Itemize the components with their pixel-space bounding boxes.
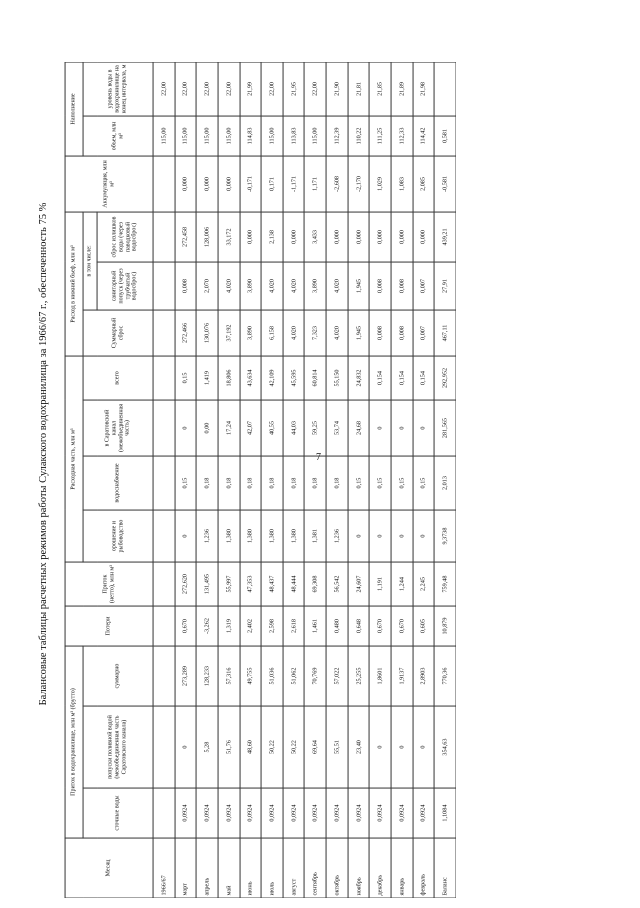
cell-losses: 0,605 [413,606,435,646]
cell-accum: 0,171 [261,156,283,212]
cell-cons-canal: 17,24 [218,400,240,456]
cell-runoff: 0,0924 [283,788,305,838]
cell-irr: 69,64 [305,706,327,788]
cell-dis-total: 130,076 [196,310,218,356]
cell-inflow-total: 70,769 [305,646,327,706]
cell-runoff: 0,0924 [261,788,283,838]
cell-month: январь [391,838,413,898]
cell-accum: 2,085 [413,156,435,212]
cell-losses: 1,461 [305,606,327,646]
cell-runoff: 0,0924 [305,788,327,838]
cell-inflow-total: 2,8903 [413,646,435,706]
cell-dis-spill [153,212,175,262]
cell-inflow-total: 57,316 [218,646,240,706]
cell-runoff: 0,0924 [369,788,391,838]
cell-cons-canal: 0 [413,400,435,456]
cell-dis-spill: 272,458 [175,212,197,262]
cell-cons-ws: 0,18 [261,456,283,510]
header-inflow-net: Приток (нетто), млн м³ [65,562,153,606]
cell-cons-total: 1,419 [196,356,218,400]
cell-losses: 0,670 [391,606,413,646]
cell-dis-san [153,262,175,310]
cell-dis-san: 0,008 [391,262,413,310]
cell-cons-irr: 0 [391,510,413,562]
cell-cons-total: 0,154 [391,356,413,400]
cell-cons-canal: 0 [175,400,197,456]
cell-irr: 0 [175,706,197,788]
cell-dis-san: 0,008 [175,262,197,310]
cell-month: май [218,838,240,898]
table-row [218,62,240,898]
header-cons-total: всего [83,356,153,400]
cell-month: декабрь [369,838,391,898]
cell-cons-irr: 0 [369,510,391,562]
cell-dis-spill: 3,433 [305,212,327,262]
cell-level: 22,00 [218,62,240,116]
header-inflow-runoff: сточные воды [83,788,153,838]
cell-dis-total: 3,890 [240,310,262,356]
cell-cons-ws: 0,15 [391,456,413,510]
cell-volume: 115,00 [218,116,240,156]
cell-runoff: 0,0924 [413,788,435,838]
cell-level: 21,81 [348,62,370,116]
cell-irr: 50,22 [261,706,283,788]
cell-losses: 0,670 [369,606,391,646]
table-row [391,62,413,898]
cell-cons-total: 43,634 [240,356,262,400]
cell-dis-san: 4,020 [218,262,240,310]
cell-irr: 0 [413,706,435,788]
cell-dis-total: 467,11 [434,310,456,356]
header-cons-water-supply: водоснабжение [83,456,153,510]
cell-irr: 23,40 [348,706,370,788]
table-row [240,62,262,898]
cell-runoff: 1,1084 [434,788,456,838]
cell-runoff: 0,0924 [326,788,348,838]
cell-cons-canal: 0 [391,400,413,456]
table-row [196,62,218,898]
cell-accum: -2,608 [326,156,348,212]
cell-inflow-total: 770,36 [434,646,456,706]
cell-cons-total: 45,595 [283,356,305,400]
cell-volume: 110,22 [348,116,370,156]
cell-inflow-net [153,562,175,606]
cell-dis-spill: 33,172 [218,212,240,262]
cell-losses: 1,319 [218,606,240,646]
cell-cons-irr: 1,380 [218,510,240,562]
cell-cons-irr: 0 [413,510,435,562]
cell-dis-san: 0,008 [369,262,391,310]
cell-cons-canal: 281,565 [434,400,456,456]
cell-dis-total: 6,158 [261,310,283,356]
cell-month: июнь [240,838,262,898]
page-number: 7 [316,452,321,463]
cell-month: 1966/67 [153,838,175,898]
cell-dis-san: 27,91 [434,262,456,310]
header-discharge-sanitary: санитарный попуск (через трубчатый водосброс) [97,262,153,310]
cell-cons-total: 24,832 [348,356,370,400]
cell-inflow-net: 24,607 [348,562,370,606]
cell-dis-total: 0,007 [413,310,435,356]
cell-month: февраль [413,838,435,898]
cell-runoff: 0,0924 [240,788,262,838]
cell-dis-spill: 128,006 [196,212,218,262]
table-row [153,62,175,898]
cell-cons-canal [153,400,175,456]
cell-inflow-net: 69,308 [305,562,327,606]
cell-level: 21,99 [240,62,262,116]
cell-volume: 114,83 [240,116,262,156]
cell-inflow-total: 49,755 [240,646,262,706]
cell-level: 22,00 [196,62,218,116]
cell-dis-total [153,310,175,356]
cell-losses: 0,480 [326,606,348,646]
cell-volume: 113,83 [283,116,305,156]
header-losses: Потери [65,606,153,646]
cell-volume: 115,00 [175,116,197,156]
cell-volume: 114,42 [413,116,435,156]
cell-cons-ws [153,456,175,510]
cell-dis-total: 4,020 [283,310,305,356]
cell-dis-san: 1,945 [348,262,370,310]
cell-runoff [153,788,175,838]
table-row [413,62,435,898]
cell-runoff: 0,0924 [175,788,197,838]
header-discharge-total: Суммарный сброс [83,310,153,356]
cell-cons-irr: 0 [348,510,370,562]
cell-level: 21,89 [391,62,413,116]
cell-cons-canal: 24,68 [348,400,370,456]
header-cons-canal: в Саратовский канал (межобъединенная часть) [83,400,153,456]
cell-accum [153,156,175,212]
cell-month: октябрь [326,838,348,898]
cell-cons-ws: 0,15 [413,456,435,510]
cell-volume: 112,39 [326,116,348,156]
cell-inflow-net: 47,353 [240,562,262,606]
cell-accum: -1,171 [283,156,305,212]
cell-cons-total: 55,150 [326,356,348,400]
cell-cons-irr [153,510,175,562]
cell-month: Баланс [434,838,456,898]
cell-level: 21,90 [326,62,348,116]
cell-accum: -2,170 [348,156,370,212]
cell-irr: 48,60 [240,706,262,788]
header-discharge-group: Расход в нижний бьеф, млн м³ [65,212,83,356]
cell-inflow-net: 2,245 [413,562,435,606]
cell-volume: 112,33 [391,116,413,156]
cell-cons-ws: 0,18 [240,456,262,510]
cell-level: 21,95 [283,62,305,116]
header-consumption-group: Расходная часть, млн м³ [65,356,83,562]
cell-dis-spill: 0,000 [326,212,348,262]
cell-losses: 2,402 [240,606,262,646]
cell-inflow-net: 131,495 [196,562,218,606]
cell-volume: 115,00 [196,116,218,156]
cell-cons-irr: 9,3738 [434,510,456,562]
cell-runoff: 0,0924 [391,788,413,838]
cell-cons-ws: 0,15 [369,456,391,510]
cell-dis-spill: 0,000 [369,212,391,262]
cell-cons-irr: 1,236 [326,510,348,562]
cell-inflow-total: 51,036 [261,646,283,706]
cell-cons-total: 0,154 [413,356,435,400]
cell-losses [153,606,175,646]
cell-cons-total: 42,109 [261,356,283,400]
header-discharge-including: в том числе: [83,212,97,310]
cell-cons-irr: 1,380 [283,510,305,562]
cell-losses: -3,262 [196,606,218,646]
cell-level: 22,00 [305,62,327,116]
cell-cons-ws: 0,18 [326,456,348,510]
cell-irr: 354,63 [434,706,456,788]
cell-irr: 51,76 [218,706,240,788]
cell-dis-san: 0,007 [413,262,435,310]
cell-losses: 2,598 [261,606,283,646]
cell-cons-total: 60,814 [305,356,327,400]
cell-runoff: 0,0924 [348,788,370,838]
cell-inflow-total: 128,233 [196,646,218,706]
table-body [153,62,456,898]
header-inflow-irrigation: попуски поливной водой (межобъединенная часть Саратовского канала) [83,706,153,788]
table-row [175,62,197,898]
cell-cons-ws: 0,18 [196,456,218,510]
cell-dis-san: 4,020 [261,262,283,310]
header-filling-volume: объем, млн м³ [83,116,153,156]
cell-cons-irr: 1,380 [240,510,262,562]
cell-inflow-net: 56,542 [326,562,348,606]
cell-accum: 1,083 [391,156,413,212]
cell-cons-irr: 1,380 [261,510,283,562]
cell-cons-ws: 0,18 [283,456,305,510]
cell-inflow-net: 759,48 [434,562,456,606]
cell-cons-ws: 0,15 [175,456,197,510]
cell-month: сентябрь [305,838,327,898]
cell-inflow-total: 51,062 [283,646,305,706]
cell-month: август [283,838,305,898]
header-inflow-total: суммарно [83,646,153,706]
cell-accum: -0,581 [434,156,456,212]
cell-inflow-total: 1,8601 [369,646,391,706]
cell-cons-canal: 0,00 [196,400,218,456]
cell-level: 22,00 [261,62,283,116]
cell-losses: 0,670 [175,606,197,646]
cell-level: 22,00 [153,62,175,116]
cell-cons-total: 0,154 [369,356,391,400]
table-stage [64,62,456,898]
cell-dis-total: 1,945 [348,310,370,356]
cell-dis-san: 3,890 [305,262,327,310]
cell-volume: 115,00 [305,116,327,156]
cell-accum: 1,171 [305,156,327,212]
cell-cons-canal: 0 [369,400,391,456]
cell-dis-total: 4,020 [326,310,348,356]
header-inflow-group: Приток в водохранилище, млн м³ (брутто) [65,646,83,838]
header-filling-group: Наполнение [65,62,83,156]
cell-dis-san: 3,890 [240,262,262,310]
table-row [348,62,370,898]
cell-inflow-total: 25,255 [348,646,370,706]
cell-cons-canal: 44,03 [283,400,305,456]
cell-inflow-net: 55,997 [218,562,240,606]
cell-cons-total [153,356,175,400]
cell-accum: 0,000 [175,156,197,212]
cell-accum: 0,000 [218,156,240,212]
table-total-row [434,62,456,898]
cell-inflow-net: 1,191 [369,562,391,606]
cell-month: июль [261,838,283,898]
cell-irr: 0 [391,706,413,788]
cell-dis-spill: 439,21 [434,212,456,262]
page-title: Балансовые таблицы расчетных режимов работы Сулакского водохранилища за 1966/67 г., обеспеченность 75 % [38,202,49,706]
cell-volume: 111,25 [369,116,391,156]
cell-irr: 50,22 [283,706,305,788]
cell-dis-spill: 2,138 [261,212,283,262]
cell-inflow-total: 1,9137 [391,646,413,706]
cell-runoff: 0,0924 [196,788,218,838]
cell-level [434,62,456,116]
cell-inflow-net: 48,444 [283,562,305,606]
cell-cons-ws: 0,18 [218,456,240,510]
cell-dis-san: 2,070 [196,262,218,310]
cell-accum: 1,029 [369,156,391,212]
table-row [326,62,348,898]
table-row [283,62,305,898]
cell-dis-total: 37,192 [218,310,240,356]
cell-dis-total: 7,323 [305,310,327,356]
cell-volume: 0,581 [434,116,456,156]
cell-dis-san: 4,020 [283,262,305,310]
cell-runoff: 0,0924 [218,788,240,838]
cell-irr: 0 [369,706,391,788]
cell-level: 21,85 [369,62,391,116]
cell-dis-total: 272,466 [175,310,197,356]
cell-month: март [175,838,197,898]
cell-losses: 0,648 [348,606,370,646]
header-accumulation: Аккумуляция, млн м³ [65,156,153,212]
cell-cons-total: 292,952 [434,356,456,400]
cell-level: 22,00 [175,62,197,116]
cell-cons-ws: 2,013 [434,456,456,510]
table-row [305,62,327,898]
cell-inflow-total: 273,289 [175,646,197,706]
cell-irr [153,706,175,788]
cell-dis-spill: 0,000 [391,212,413,262]
cell-cons-canal: 53,74 [326,400,348,456]
cell-cons-canal: 59,25 [305,400,327,456]
cell-losses: 2,618 [283,606,305,646]
cell-dis-spill: 0,000 [348,212,370,262]
cell-cons-ws: 0,15 [348,456,370,510]
cell-volume: 115,00 [261,116,283,156]
cell-accum: -0,171 [240,156,262,212]
cell-inflow-net: 272,620 [175,562,197,606]
cell-cons-canal: 40,55 [261,400,283,456]
cell-cons-irr: 1,381 [305,510,327,562]
cell-inflow-net: 48,437 [261,562,283,606]
header-month: Месяц [65,838,153,898]
header-discharge-spill: сброс излишков воды (через паводковый водосброс) [97,212,153,262]
cell-cons-total: 0,15 [175,356,197,400]
cell-cons-irr: 0 [175,510,197,562]
table-row [369,62,391,898]
cell-irr: 5,28 [196,706,218,788]
cell-inflow-total: 57,022 [326,646,348,706]
cell-dis-total: 0,008 [391,310,413,356]
cell-cons-ws: 0,18 [305,456,327,510]
cell-accum: 0,000 [196,156,218,212]
table-row [261,62,283,898]
header-filling-level: уровень воды в водохранилище на конец интервала, м [83,62,153,116]
cell-cons-canal: 42,07 [240,400,262,456]
cell-irr: 55,51 [326,706,348,788]
cell-inflow-total [153,646,175,706]
cell-dis-spill: 0,000 [240,212,262,262]
cell-month: апрель [196,838,218,898]
cell-dis-spill: 0,000 [413,212,435,262]
header-cons-irrigation: орошение и рыбоводство [83,510,153,562]
cell-month: ноябрь [348,838,370,898]
cell-volume: 115,00 [153,116,175,156]
cell-dis-san: 4,020 [326,262,348,310]
cell-cons-irr: 1,236 [196,510,218,562]
cell-dis-spill: 0,000 [283,212,305,262]
cell-inflow-net: 1,244 [391,562,413,606]
balance-table [65,62,456,898]
cell-level: 21,98 [413,62,435,116]
cell-dis-total: 0,008 [369,310,391,356]
cell-cons-total: 18,806 [218,356,240,400]
cell-losses: 10,879 [434,606,456,646]
